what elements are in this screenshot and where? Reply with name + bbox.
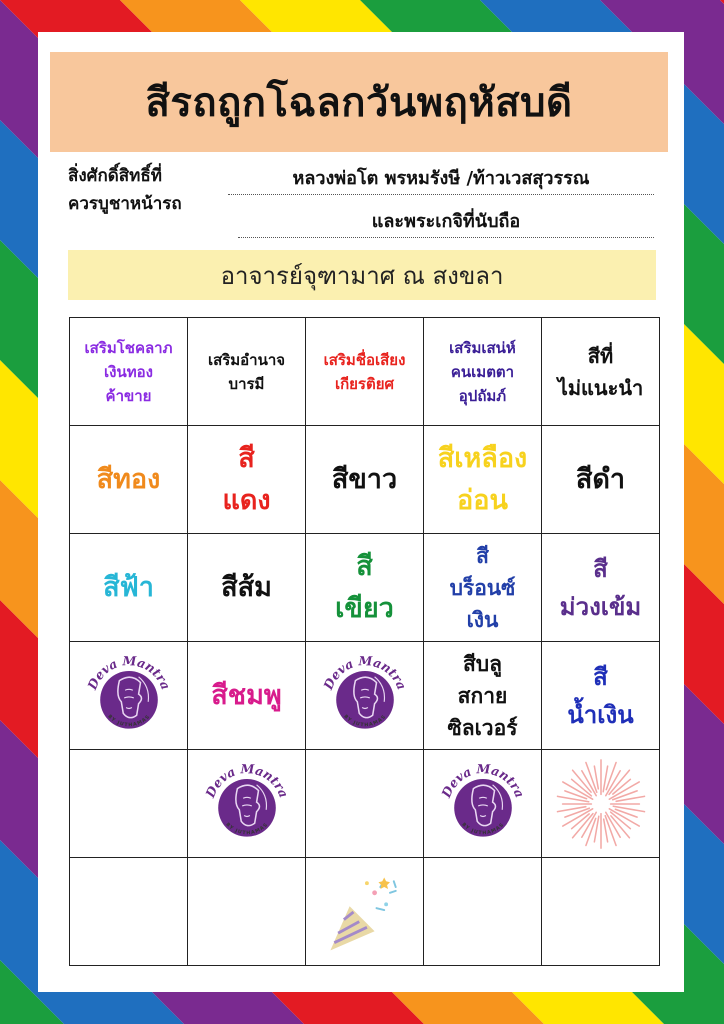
table-row [70,750,660,858]
color-name-line: สี [356,550,373,582]
deva-mantra-logo [81,648,177,744]
header-line: เงินทอง [104,362,153,381]
sacred-label-line2: ควรบูชาหน้ารถ [68,194,182,214]
table-cell [188,642,306,750]
deva-mantra-logo [435,756,531,852]
author-name: อาจารย์จุฑามาศ ณ สงขลา [220,261,504,290]
header-line: เสริมอำนาจ [207,350,286,369]
header-line: เสริมเสน่ห์ [449,338,516,357]
table-header-cell [70,318,188,426]
header-line: เสริมชื่อเสียง [323,350,406,369]
color-name-line: สี [476,543,489,568]
color-name-line: สีดำ [575,463,626,495]
header-line: อุปถัมภ์ [458,386,507,405]
table-cell [188,534,306,642]
color-name-line: ซิลเวอร์ [447,715,518,740]
color-name-line: สีเหลือง [437,442,528,474]
table-cell [188,426,306,534]
table-cell [424,858,542,966]
table-cell [424,642,542,750]
table-header-row [70,318,660,426]
sacred-objects-value [228,164,654,238]
color-name-line: เงิน [466,607,499,632]
table-cell [542,750,660,858]
color-name-line: บร็อนซ์ [449,575,516,600]
color-name-line: สี [593,554,608,583]
table-row [70,426,660,534]
svg-text:Deva Mantra: Deva Mantra [437,760,528,800]
table-cell [424,426,542,534]
table-cell [188,750,306,858]
table-cell [306,750,424,858]
deva-mantra-logo [199,756,295,852]
author-banner [68,250,656,300]
color-name-line: สกาย [457,683,508,708]
table-header-cell [424,318,542,426]
color-name-line: เขียว [335,592,394,624]
table-cell [424,750,542,858]
svg-text:BY JUTHAMAS: BY JUTHAMAS [341,713,388,728]
table-cell [306,534,424,642]
sacred-objects-label [68,162,228,218]
table-cell [542,642,660,750]
color-name-line: สีบลู [462,651,503,676]
color-name-line: สีชมพู [211,679,282,711]
table-row [70,642,660,750]
page-title: สีรถถูกโฉลกวันพฤหัสบดี [145,80,573,126]
table-cell [542,534,660,642]
table-cell [306,858,424,966]
table-cell [70,858,188,966]
table-row [70,534,660,642]
table-cell [70,534,188,642]
header-line: เสริมโชคลาภ [84,338,173,357]
deva-mantra-logo [317,648,413,744]
header-line: คนเมตตา [450,362,515,381]
firework-icon [553,756,649,852]
svg-text:Deva Mantra: Deva Mantra [201,760,292,800]
svg-text:Deva Mantra: Deva Mantra [319,652,410,692]
svg-text:BY JUTHAMAS: BY JUTHAMAS [459,821,506,836]
sacred-label-line1: สิ่งศักดิ์สิทธิ์ที่ [68,166,162,186]
table-cell [70,642,188,750]
table-cell [306,426,424,534]
color-name-line: สี [593,662,608,691]
header-line: บารมี [228,374,265,393]
lucky-color-table [69,317,660,966]
table-cell [542,426,660,534]
table-header-cell [306,318,424,426]
table-header-cell [542,318,660,426]
table-cell [70,750,188,858]
table-cell [424,534,542,642]
color-name-line: น้ำเงิน [567,700,634,729]
table-cell [188,858,306,966]
header-line: เกียรติยศ [334,374,395,393]
table-row [70,858,660,966]
table-cell [542,858,660,966]
svg-text:BY JUTHAMAS: BY JUTHAMAS [223,821,270,836]
color-name-line: สี [238,442,255,474]
color-name-line: สีฟ้า [103,571,154,603]
header-line: สีที่ [587,343,614,368]
svg-text:Deva Mantra: Deva Mantra [83,652,174,692]
table-cell [70,426,188,534]
color-name-line: สีทอง [96,463,161,495]
table-cell [306,642,424,750]
color-name-line: ม่วงเข้ม [559,592,642,621]
sacred-value-line1: หลวงพ่อโต พรหมรังษี /ท้าวเวสสุวรรณ [228,164,654,195]
table-header-cell [188,318,306,426]
color-name-line: สีส้ม [221,571,272,603]
svg-text:BY JUTHAMAS: BY JUTHAMAS [105,713,152,728]
poster-sheet [38,32,684,992]
color-name-line: อ่อน [457,484,508,516]
color-name-line: สีขาว [331,463,398,495]
header-line: ไม่แนะนำ [557,375,644,400]
sacred-value-line2: และพระเกจิที่นับถือ [238,207,654,238]
color-name-line: แดง [222,484,271,516]
header-line: ค้าขาย [105,386,152,405]
title-banner [50,52,668,152]
party-popper-icon [317,864,413,960]
